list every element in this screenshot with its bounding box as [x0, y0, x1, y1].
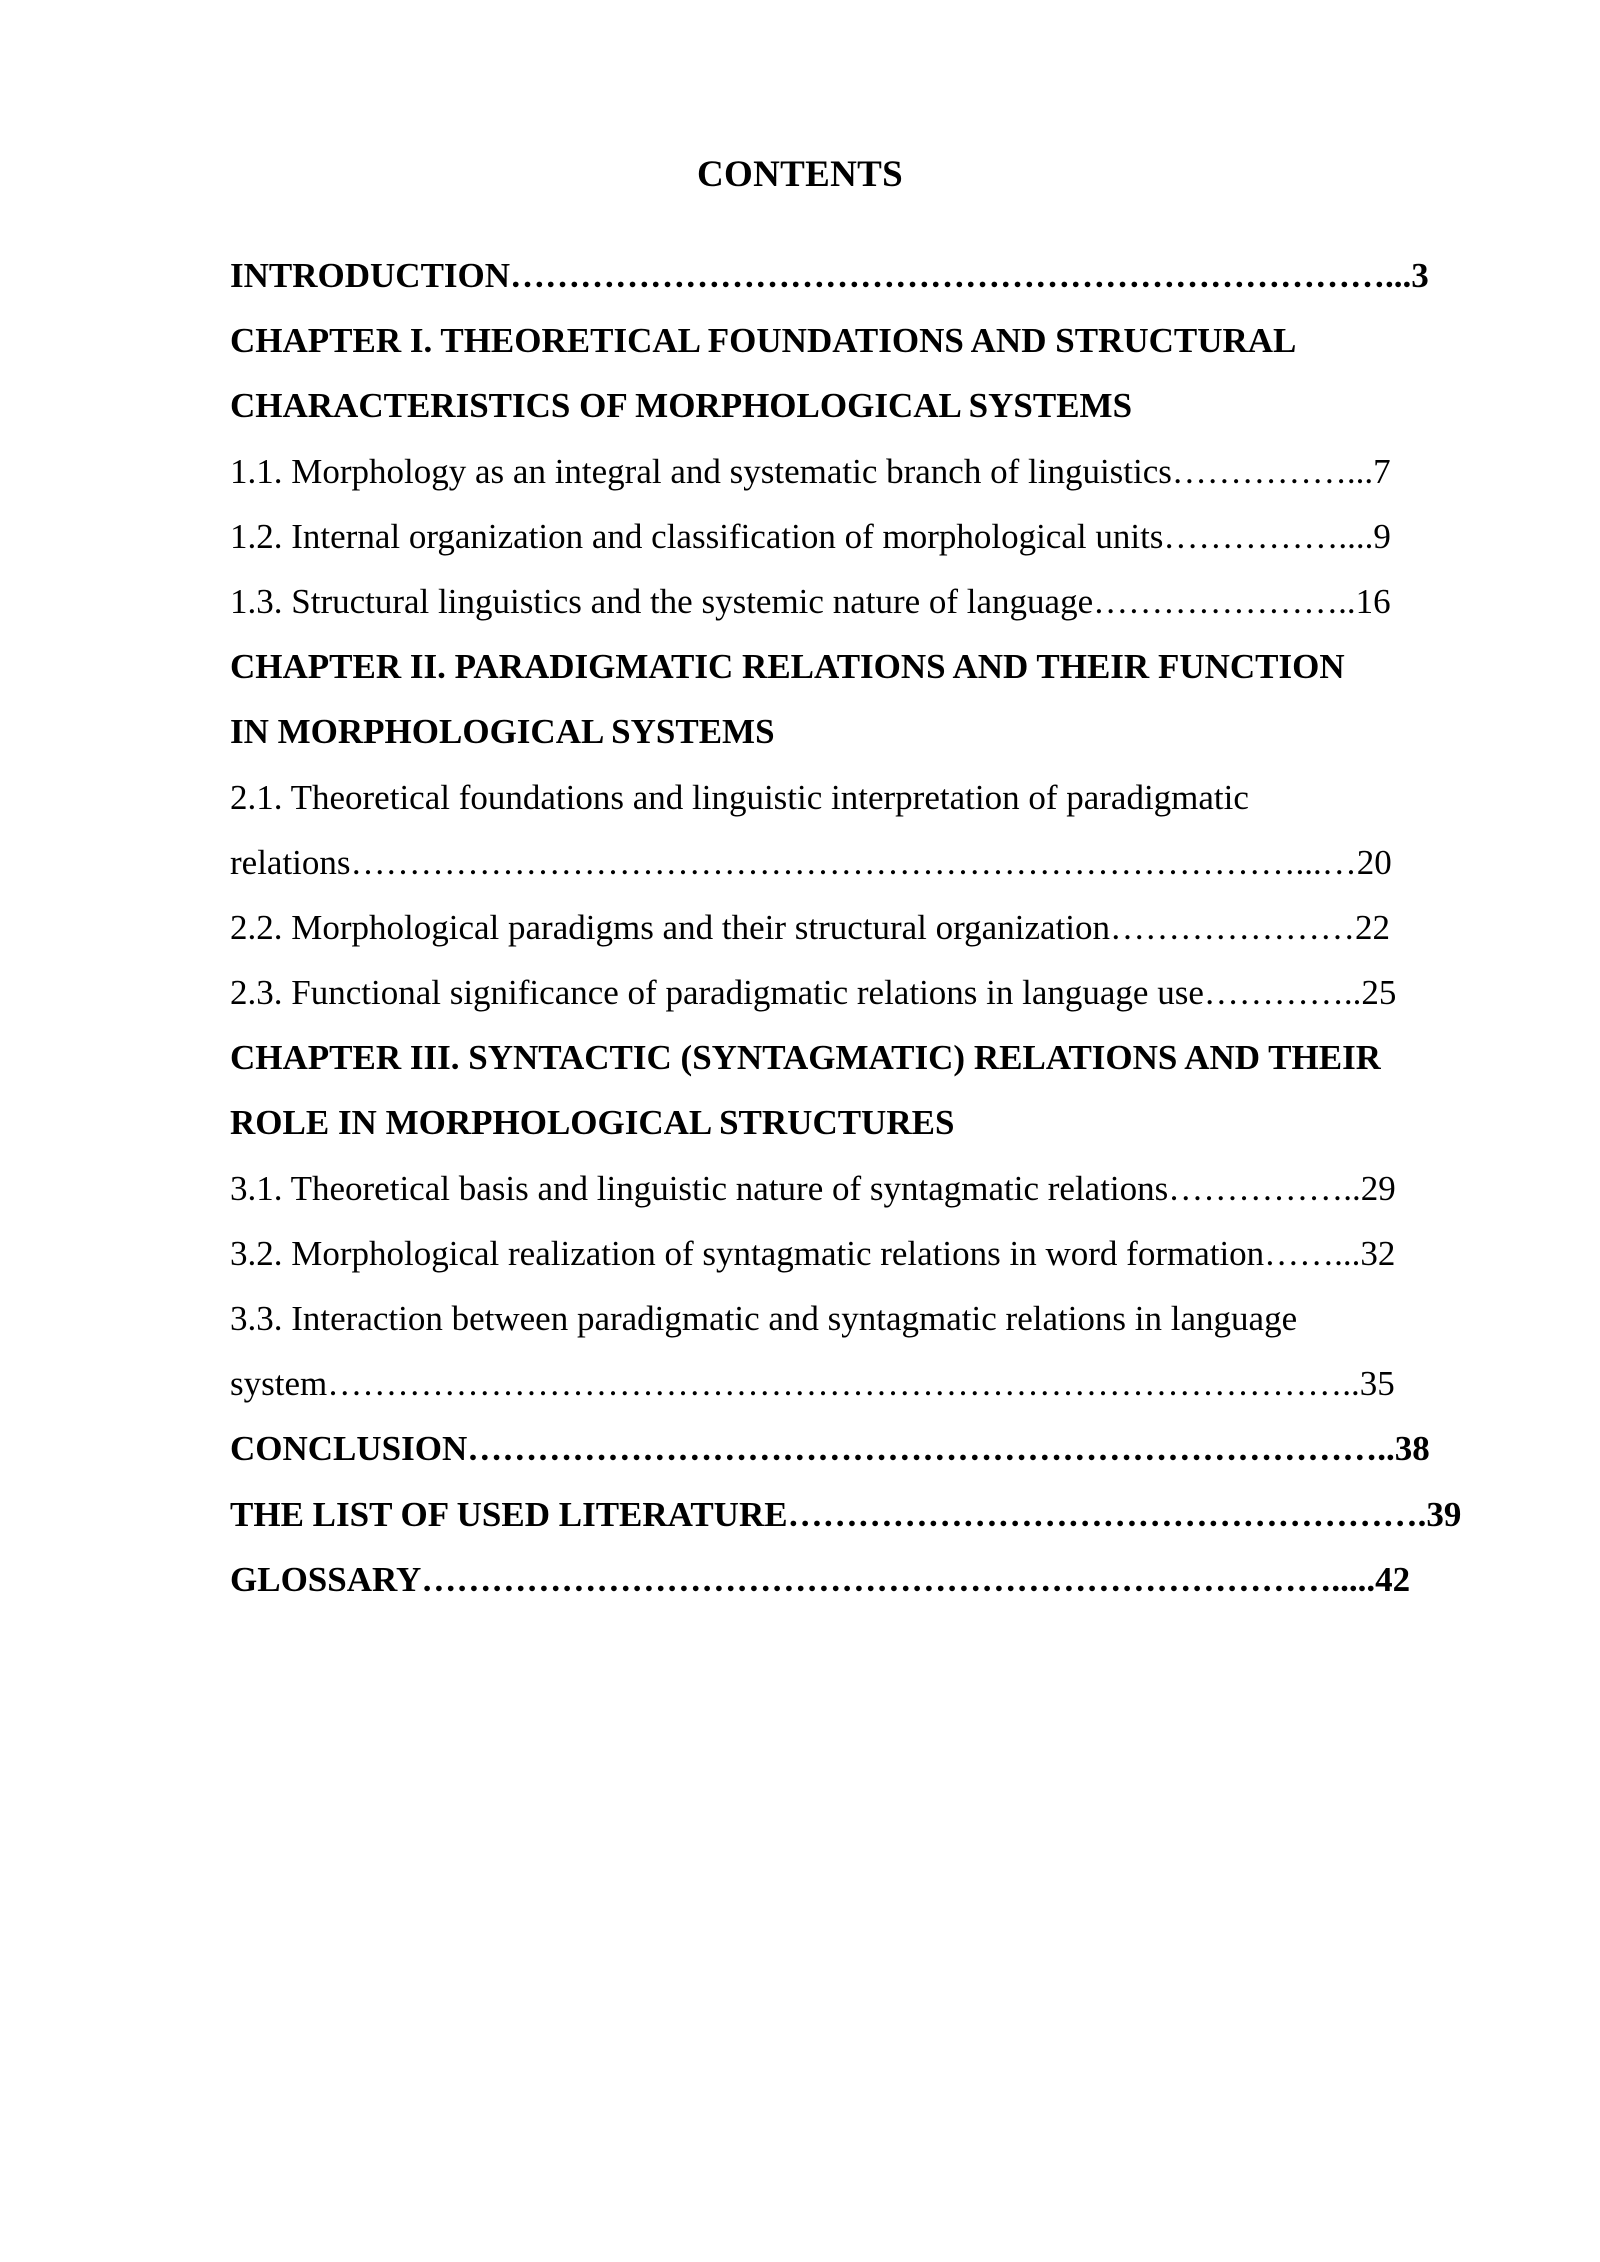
- toc-line: [230, 960, 1490, 1025]
- toc-line: [230, 373, 1490, 438]
- toc-line-text: CHARACTERISTICS OF MORPHOLOGICAL SYSTEMS: [230, 386, 1133, 426]
- toc-line-text: system……………………………………………………………………………..35: [230, 1364, 1395, 1404]
- toc-line-text: 1.1. Morphology as an integral and systematic branch of linguistics……………...7: [230, 451, 1391, 491]
- toc-line: [230, 830, 1490, 895]
- contents-title: CONTENTS: [697, 154, 903, 195]
- toc-line-text: 3.3. Interaction between paradigmatic and syntagmatic relations in language: [230, 1299, 1298, 1338]
- toc-line: [230, 1482, 1490, 1547]
- toc-line: [230, 308, 1490, 373]
- toc-line-text: 1.2. Internal organization and classification of morphological units……………....9: [230, 516, 1391, 556]
- toc-line-text: IN MORPHOLOGICAL SYSTEMS: [230, 712, 775, 752]
- toc-line: [230, 1156, 1490, 1221]
- toc-line: [230, 634, 1490, 699]
- toc-line-text: CONCLUSION……………………………………………………………………..38: [230, 1429, 1430, 1469]
- toc-line: [230, 504, 1490, 569]
- toc-line: [230, 439, 1490, 504]
- toc-line: [230, 1286, 1490, 1351]
- toc-line-text: 1.3. Structural linguistics and the systemic nature of language…………………..16: [230, 581, 1391, 621]
- toc-line: [230, 1416, 1490, 1481]
- toc-line-text: 2.2. Morphological paradigms and their structural organization…………………22: [230, 907, 1390, 947]
- toc-line: [230, 569, 1490, 634]
- toc-line-text: INTRODUCTION…………………………………………………………………...3: [230, 256, 1429, 295]
- toc-line: [230, 895, 1490, 960]
- toc-line: [230, 699, 1490, 764]
- toc-line: [230, 1351, 1490, 1416]
- toc-line-text: 3.2. Morphological realization of syntagmatic relations in word formation……...32: [230, 1233, 1396, 1273]
- toc-line: [230, 243, 1490, 308]
- toc-line-text: CHAPTER I. THEORETICAL FOUNDATIONS AND STRUCTURAL: [230, 321, 1297, 361]
- toc-line-text: ROLE IN MORPHOLOGICAL STRUCTURES: [230, 1103, 955, 1143]
- toc-line-text: GLOSSARY…………………………………………………………………….....42: [230, 1559, 1411, 1599]
- toc-line: [230, 1221, 1490, 1286]
- table-of-contents: [230, 243, 1490, 1612]
- toc-line-text: 3.1. Theoretical basis and linguistic nature of syntagmatic relations……………..29: [230, 1168, 1396, 1208]
- toc-line: [230, 1547, 1490, 1612]
- toc-line-text: 2.3. Functional significance of paradigmatic relations in language use…………..25: [230, 973, 1397, 1013]
- toc-line-text: 2.1. Theoretical foundations and linguistic interpretation of paradigmatic: [230, 777, 1249, 817]
- toc-line: [230, 765, 1490, 830]
- toc-line: [230, 1025, 1490, 1090]
- toc-line-text: CHAPTER II. PARADIGMATIC RELATIONS AND THEIR FUNCTION: [230, 647, 1345, 687]
- toc-line-text: CHAPTER III. SYNTACTIC (SYNTAGMATIC) RELATIONS AND THEIR: [230, 1038, 1381, 1078]
- toc-line-text: THE LIST OF USED LITERATURE……………………………………………….39: [230, 1494, 1462, 1534]
- toc-line: [230, 1090, 1490, 1155]
- toc-line-text: relations………………………………………………………………………...…20: [230, 842, 1392, 882]
